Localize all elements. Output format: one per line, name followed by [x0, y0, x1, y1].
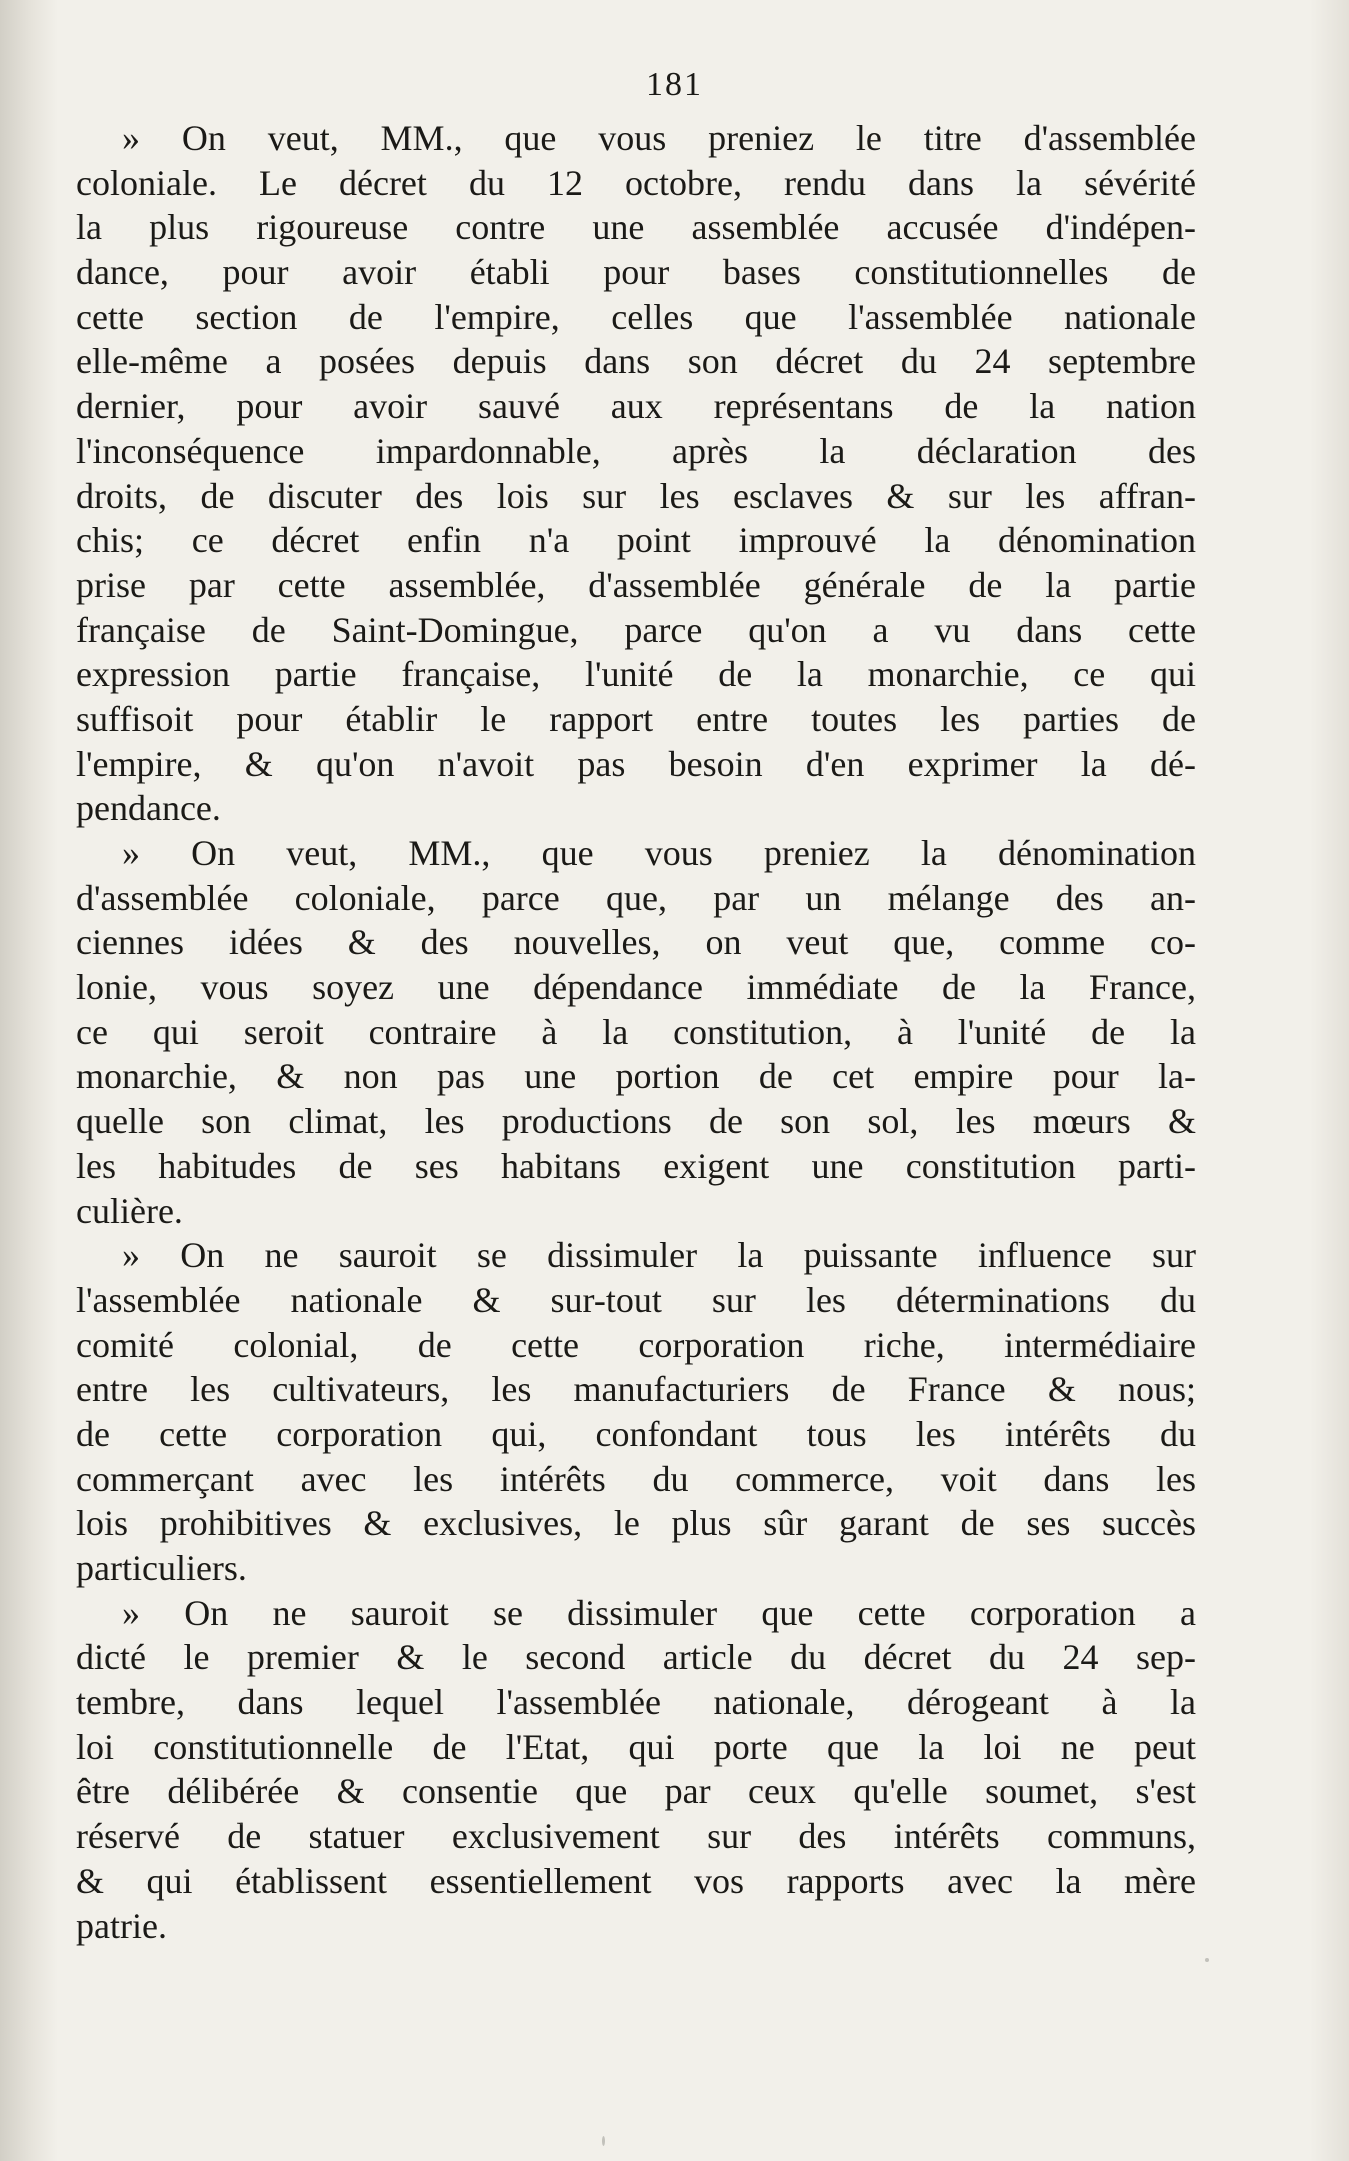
text-line: dernier, pour avoir sauvé aux représentans de la nation: [76, 386, 1196, 427]
text-line: pendance.: [76, 788, 221, 829]
page-edge-shadow: [1309, 0, 1349, 2161]
text-line: ce qui seroit contraire à la constitution, à l'unité de la: [76, 1011, 1196, 1052]
text-line: » On veut, MM., que vous preniez la dénomination: [122, 833, 1196, 873]
text-line: dance, pour avoir établi pour bases constitutionnelles de: [76, 252, 1196, 293]
text-line: patrie.: [76, 1905, 167, 1946]
text-line: cette section de l'empire, celles que l'assemblée nationale: [76, 296, 1196, 337]
text-line: chis; ce décret enfin n'a point improuvé la dénomination: [76, 520, 1196, 561]
page-number: 181: [646, 66, 703, 103]
text-line: l'assemblée nationale & sur-tout sur les déterminations du: [76, 1279, 1196, 1320]
text-line: expression partie française, l'unité de la monarchie, ce qui: [76, 654, 1196, 695]
paper-speck: [602, 2136, 605, 2146]
text-line: tembre, dans lequel l'assemblée nationale, dérogeant à la: [76, 1682, 1196, 1723]
text-line: lonie, vous soyez une dépendance immédiate de la France,: [76, 967, 1196, 1008]
text-line: coloniale. Le décret du 12 octobre, rendu dans la sévérité: [76, 162, 1196, 203]
text-line: elle-même a posées depuis dans son décret du 24 septembre: [76, 341, 1196, 382]
text-line: » On ne sauroit se dissimuler la puissante influence sur: [122, 1235, 1196, 1276]
text-line: d'assemblée coloniale, parce que, par un mélange des an-: [76, 877, 1196, 918]
text-line: comité colonial, de cette corporation riche, intermédiaire: [76, 1324, 1196, 1365]
text-line: suffisoit pour établir le rapport entre toutes les parties de: [76, 698, 1196, 739]
text-line: particuliers.: [76, 1548, 247, 1588]
text-line: culière.: [76, 1190, 183, 1231]
text-line: dicté le premier & le second article du décret du 24 sep-: [76, 1637, 1196, 1678]
text-line: réservé de statuer exclusivement sur des intérêts communs,: [76, 1816, 1196, 1857]
text-line: loi constitutionnelle de l'Etat, qui porte que la loi ne peut: [76, 1726, 1196, 1767]
text-line: ciennes idées & des nouvelles, on veut que, comme co-: [76, 922, 1196, 963]
text-line: prise par cette assemblée, d'assemblée générale de la partie: [76, 564, 1196, 605]
text-line: monarchie, & non pas une portion de cet empire pour la-: [76, 1056, 1196, 1097]
body-text: [76, 116, 1196, 1948]
text-line: lois prohibitives & exclusives, le plus sûr garant de ses succès: [76, 1503, 1196, 1544]
text-line: & qui établissent essentiellement vos rapports avec la mère: [76, 1860, 1196, 1901]
paper-speck: [1205, 1958, 1209, 1962]
text-line: la plus rigoureuse contre une assemblée accusée d'indépen-: [76, 207, 1196, 248]
text-line: être délibérée & consentie que par ceux qu'elle soumet, s'est: [76, 1771, 1196, 1812]
page-gutter-shadow: [0, 0, 58, 2161]
text-line: française de Saint-Domingue, parce qu'on a vu dans cette: [76, 609, 1196, 650]
text-line: les habitudes de ses habitans exigent une constitution parti-: [76, 1145, 1196, 1186]
text-line: entre les cultivateurs, les manufacturiers de France & nous;: [76, 1369, 1196, 1410]
text-line: » On ne sauroit se dissimuler que cette corporation a: [122, 1592, 1196, 1633]
text-line: l'empire, & qu'on n'avoit pas besoin d'en exprimer la dé-: [76, 743, 1196, 784]
text-line: » On veut, MM., que vous preniez le titre d'assemblée: [122, 118, 1196, 158]
text-line: quelle son climat, les productions de son sol, les mœurs &: [76, 1101, 1196, 1142]
paper-speck: [240, 1822, 243, 1825]
text-line: de cette corporation qui, confondant tous les intérêts du: [76, 1413, 1196, 1454]
text-line: droits, de discuter des lois sur les esclaves & sur les affran-: [76, 475, 1196, 516]
text-line: commerçant avec les intérêts du commerce, voit dans les: [76, 1458, 1196, 1499]
text-line: l'inconséquence impardonnable, après la déclaration des: [76, 430, 1196, 471]
